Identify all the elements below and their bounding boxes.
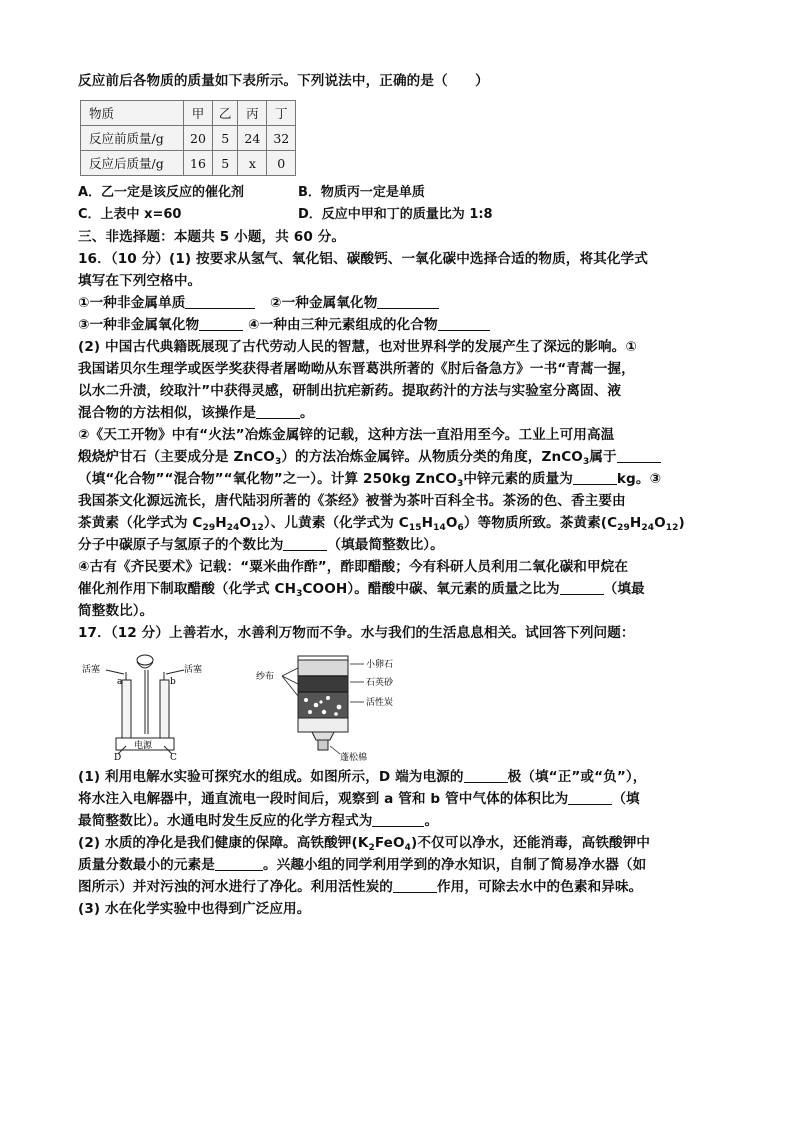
q16-line bbox=[78, 402, 728, 424]
option-a[interactable]: A．乙一定是该反应的催化剂 bbox=[78, 185, 245, 200]
fig1-tube-b-label: b bbox=[170, 677, 176, 687]
electrolysis-apparatus-figure bbox=[80, 650, 210, 762]
q16-text: （填最简整数比）。 bbox=[327, 537, 444, 553]
fig2-pebble-label: 小卵石 bbox=[366, 660, 394, 670]
q16-line bbox=[78, 314, 728, 336]
q16-text: H bbox=[421, 515, 434, 531]
q16-text: （填最 bbox=[603, 581, 645, 597]
q17-text: 质量分数最小的元素是 bbox=[78, 857, 215, 873]
answer-blank[interactable] bbox=[464, 768, 508, 783]
table-cell: 丁 bbox=[267, 101, 296, 126]
option-b[interactable]: B．物质丙一定是单质 bbox=[298, 185, 425, 200]
subscript: 12 bbox=[665, 523, 679, 533]
fig2-sand-label: 石英砂 bbox=[366, 678, 394, 688]
answer-blank[interactable] bbox=[283, 536, 327, 551]
q17-text: (1) 利用电解水实验可探究水的组成。如图所示，D 端为电源的 bbox=[78, 769, 464, 785]
fig1-right-stopcock-label: 活塞 bbox=[184, 665, 203, 675]
subscript: 3 bbox=[456, 479, 464, 489]
table-cell: x bbox=[238, 151, 267, 176]
table-row bbox=[81, 126, 296, 151]
fig2-cloth-label: 纱布 bbox=[256, 672, 275, 682]
q17-text: 图所示）并对污浊的河水进行了净化。利用活性炭的 bbox=[78, 879, 393, 895]
q16-text: ）等物质所致。茶黄素(C bbox=[463, 515, 618, 531]
answer-blank[interactable] bbox=[568, 790, 612, 805]
question-intro: 反应前后各物质的质量如下表所示。下列说法中，正确的是（ ） bbox=[78, 73, 489, 89]
fig1-terminal-d-label: D bbox=[114, 753, 122, 762]
q16-text: 。 bbox=[300, 405, 314, 421]
q17-line bbox=[78, 810, 728, 832]
q17-text: FeO bbox=[374, 835, 405, 851]
fig2-carbon-label: 活性炭 bbox=[366, 698, 394, 708]
q16-text: H bbox=[629, 515, 642, 531]
answer-blank[interactable] bbox=[560, 580, 604, 595]
q16-text: ）的方法冶炼金属锌。从物质分类的角度，ZnCO bbox=[281, 449, 583, 465]
subscript: 29 bbox=[617, 523, 630, 533]
q17-text: (2) 水质的净化是我们健康的保障。高铁酸钾(K bbox=[78, 835, 369, 851]
q16-text: O bbox=[445, 515, 458, 531]
q16-text: 催化剂作用下制取醋酸（化学式 CH bbox=[78, 581, 297, 597]
q17-line: (3) 水在化学实验中也得到广泛应用。 bbox=[78, 901, 311, 917]
subscript: 2 bbox=[368, 843, 375, 853]
answer-blank[interactable] bbox=[438, 316, 490, 331]
answer-blank[interactable] bbox=[617, 448, 661, 463]
q16-line bbox=[78, 292, 728, 314]
fig2-cotton-label: 蓬松棉 bbox=[340, 753, 368, 762]
option-d[interactable]: D．反应中甲和丁的质量比为 1:8 bbox=[298, 207, 493, 222]
q17-line bbox=[78, 766, 728, 788]
q16-item-4: ④一种由三种元素组成的化合物 bbox=[248, 317, 438, 333]
figures-row bbox=[78, 650, 728, 762]
subscript: 3 bbox=[296, 589, 303, 599]
q16-line: (2) 中国古代典籍既展现了古代劳动人民的智慧，也对世界科学的发展产生了深远的影响。① bbox=[78, 339, 637, 355]
q16-line bbox=[78, 468, 728, 490]
table-cell: 反应前质量/g bbox=[81, 126, 184, 151]
table-cell: 16 bbox=[184, 151, 213, 176]
subscript: 4 bbox=[404, 843, 412, 853]
answer-blank[interactable] bbox=[215, 856, 263, 871]
fig1-tube-a-label: a bbox=[117, 677, 123, 687]
q16-line: 我国茶文化源远流长，唐代陆羽所著的《茶经》被誉为茶叶百科全书。茶汤的色、香主要由 bbox=[78, 493, 626, 509]
subscript: 24 bbox=[641, 523, 655, 533]
q16-text: 分子中碳原子与氢原子的个数比为 bbox=[78, 537, 284, 553]
answer-blank[interactable] bbox=[256, 404, 300, 419]
table-cell: 甲 bbox=[184, 101, 213, 126]
q16-item-1: ①一种非金属单质 bbox=[78, 295, 186, 311]
q16-text: ）、儿黄素（化学式为 C bbox=[263, 515, 409, 531]
answer-options bbox=[78, 182, 728, 226]
table-cell: 丙 bbox=[238, 101, 267, 126]
q17-text: )不仅可以净水，还能消毒，高铁酸钾中 bbox=[411, 835, 651, 851]
q16-text: kg。③ bbox=[616, 471, 662, 487]
q16-item-3: ③一种非金属氧化物 bbox=[78, 317, 200, 333]
q17-text: 。 bbox=[424, 813, 439, 829]
q16-line: 茶黄素（化学式为 $C_{29}H_{24}O_{12}$）、儿黄素（化学式为 $C_{15}H_{14}O_6$）等物质所致。茶黄素$(C_{29}H_{24}O_{12})$ bbox=[78, 515, 685, 533]
q17-line bbox=[78, 832, 728, 854]
q16-line: 填写在下列空格中。 bbox=[78, 273, 202, 289]
q17-line: 17．（12 分）上善若水，水善利万物而不争。水与我们的生活息息相关。试回答下列问题： bbox=[78, 625, 635, 641]
q17-line bbox=[78, 876, 728, 898]
q16-text: 茶黄素（化学式为 C bbox=[78, 515, 203, 531]
subscript: 24 bbox=[226, 523, 240, 533]
answer-blank[interactable] bbox=[199, 316, 243, 331]
answer-blank[interactable] bbox=[377, 294, 439, 309]
answer-blank[interactable] bbox=[185, 294, 255, 309]
table-cell: 乙 bbox=[212, 101, 238, 126]
fig1-power-label: 电源 bbox=[134, 741, 153, 751]
table-header-row bbox=[81, 101, 296, 126]
table-cell: 32 bbox=[267, 126, 296, 151]
q16-text: 混合物的方法相似，该操作是 bbox=[78, 405, 257, 421]
table-cell: 20 bbox=[184, 126, 213, 151]
answer-blank[interactable] bbox=[393, 878, 437, 893]
table-row bbox=[81, 151, 296, 176]
q17-line bbox=[78, 854, 728, 876]
section-title: 三、非选择题：本题共 5 小题，共 60 分。 bbox=[78, 229, 346, 245]
q17-text: 。兴趣小组的同学利用学到的净水知识，自制了简易净水器（如 bbox=[262, 857, 647, 873]
q17-text: 最简整数比）。水通电时发生反应的化学方程式为 bbox=[78, 813, 373, 829]
subscript: 3 bbox=[582, 457, 590, 467]
q17-text: （填 bbox=[612, 791, 640, 807]
q16-text: COOH）。醋酸中碳、氧元素的质量之比为 bbox=[302, 581, 560, 597]
table-cell: 物质 bbox=[81, 101, 184, 126]
q16-item-2: ②一种金属氧化物 bbox=[269, 295, 378, 311]
subscript: 3 bbox=[274, 457, 282, 467]
q16-line bbox=[78, 446, 728, 468]
q16-text: 煅烧炉甘石（主要成分是 ZnCO bbox=[78, 449, 275, 465]
q16-line bbox=[78, 578, 728, 600]
answer-blank[interactable] bbox=[573, 470, 617, 485]
q16-text: （填“化合物”“混合物”“氧化物”之一）。计算 250kg ZnCO bbox=[78, 471, 457, 487]
q16-text: O bbox=[239, 515, 252, 531]
q17-text: 作用，可除去水中的色素和异味。 bbox=[436, 879, 643, 895]
subscript: 12 bbox=[251, 523, 264, 533]
q17-line bbox=[78, 788, 728, 810]
fig1-left-stopcock-label: 活塞 bbox=[82, 665, 101, 675]
option-c[interactable]: C．上表中 x=60 bbox=[78, 207, 182, 222]
table-cell: 反应后质量/g bbox=[81, 151, 184, 176]
exam-page bbox=[78, 70, 728, 920]
subscript: 6 bbox=[457, 523, 464, 533]
table-cell: 24 bbox=[238, 126, 267, 151]
q16-line: ②《天工开物》中有“火法”冶炼金属锌的记载，这种方法一直沿用至今。工业上可用高温 bbox=[78, 427, 615, 443]
q16-text: 中锌元素的质量为 bbox=[463, 471, 573, 487]
q16-line: ④古有《齐民要术》记载：“粟米曲作酢”，酢即醋酸；今有科研人员利用二氧化碳和甲烷在 bbox=[78, 559, 629, 575]
q17-text: 将水注入电解器中，通直流电一段时间后，观察到 a 管和 b 管中气体的体积比为 bbox=[78, 791, 569, 807]
q16-line: 16．（10 分）(1) 按要求从氢气、氧化铝、碳酸钙、一氧化碳中选择合适的物质，将其化学式 bbox=[78, 251, 648, 267]
mass-table bbox=[80, 100, 296, 176]
q16-text: O bbox=[654, 515, 666, 531]
answer-blank[interactable] bbox=[372, 812, 424, 827]
water-purifier-figure bbox=[254, 650, 404, 762]
fig1-terminal-c-label: C bbox=[170, 753, 177, 762]
table-cell: 5 bbox=[212, 151, 238, 176]
q16-line bbox=[78, 534, 728, 556]
table-cell: 5 bbox=[212, 126, 238, 151]
q16-text: 属于 bbox=[589, 449, 617, 465]
q16-line: 简整数比）。 bbox=[78, 603, 154, 619]
subscript: 29 bbox=[202, 523, 216, 533]
subscript: 15 bbox=[408, 523, 422, 533]
q17-text: 极（填“正”或“负”）， bbox=[507, 769, 647, 785]
q16-line: 我国诺贝尔生理学或医学奖获得者屠呦呦从东晋葛洪所著的《肘后备急方》一书“青蒿一握， bbox=[78, 361, 635, 377]
q16-text: H bbox=[215, 515, 227, 531]
table-cell: 0 bbox=[267, 151, 296, 176]
subscript: 14 bbox=[433, 523, 446, 533]
q16-line: 以水二升渍，绞取汁”中获得灵感，研制出抗疟新药。提取药汁的方法与实验室分离固、液 bbox=[78, 383, 622, 399]
